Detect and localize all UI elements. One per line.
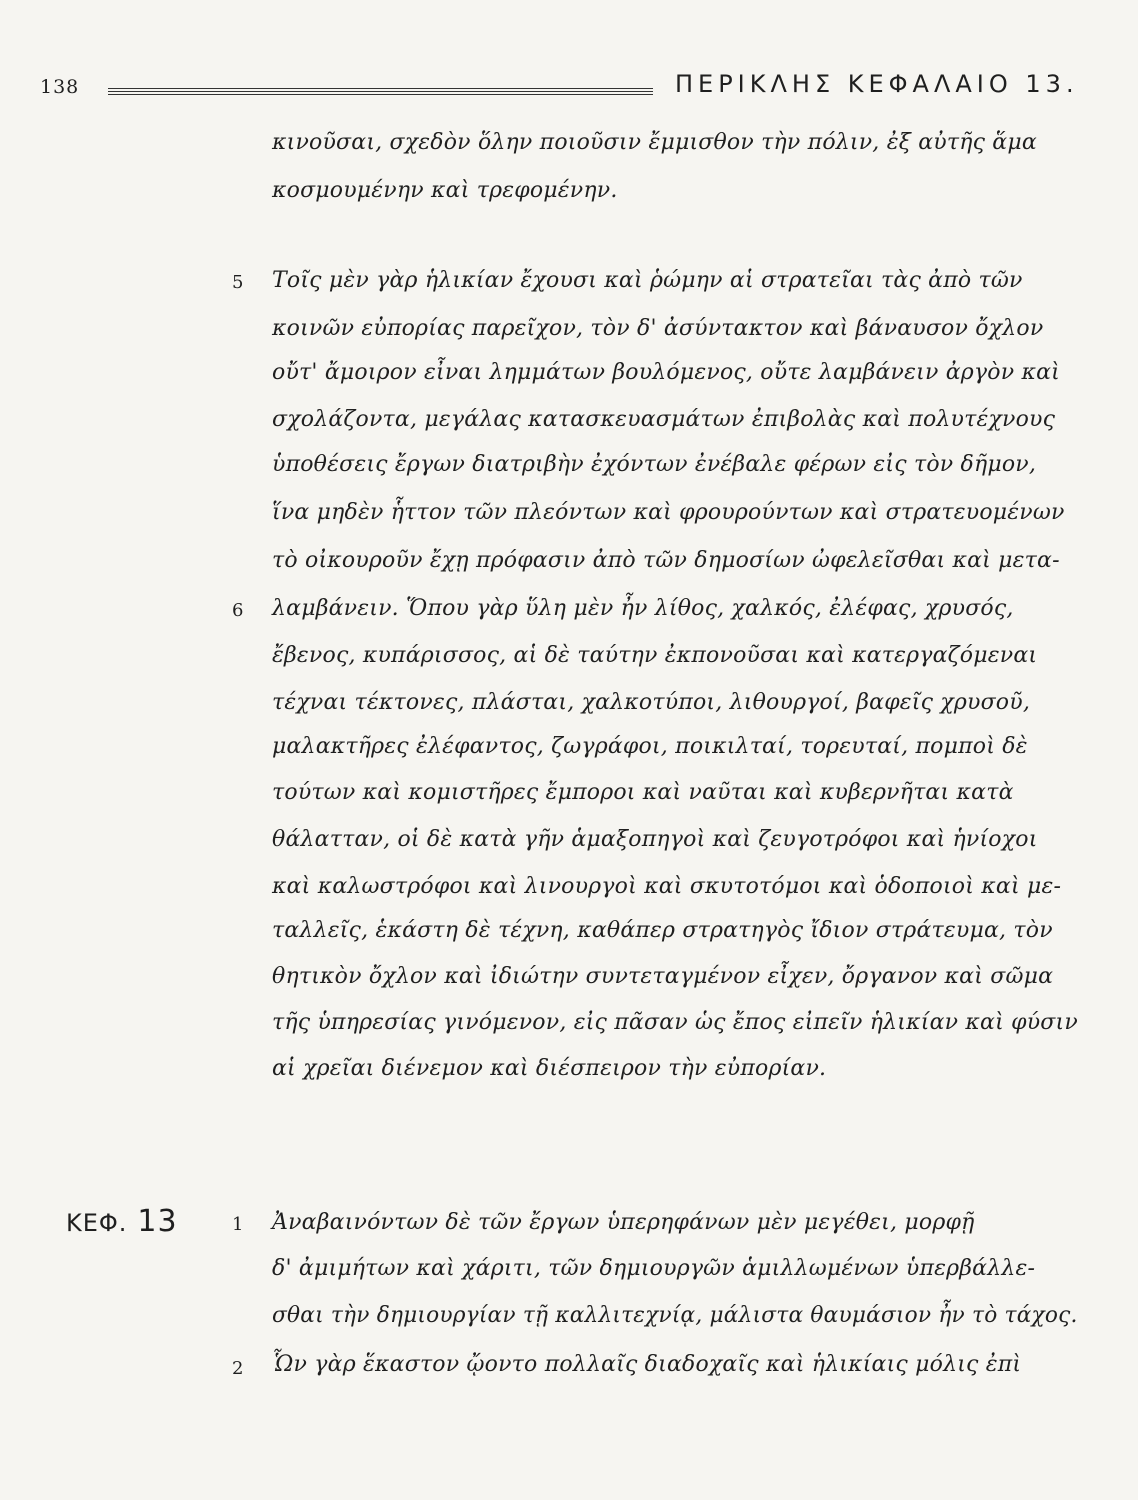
text-line: τέχναι τέκτονες, πλάσται, χαλκοτύποι, λιθουργοί, βαφεῖς χρυσοῦ, <box>272 690 1031 715</box>
text-line: τούτων καὶ κομιστῆρες ἔμποροι καὶ ναῦται καὶ κυβερνῆται κατὰ <box>272 780 1014 805</box>
running-header <box>40 70 1080 110</box>
chapter-number: 13 <box>137 1204 178 1239</box>
text-line: σχολάζοντα, μεγάλας κατασκευασμάτων ἐπιβολὰς καὶ πολυτέχνους <box>272 407 1056 432</box>
text-line: κοσμουμένην καὶ τρεφομένην. <box>272 178 618 203</box>
text-line: δ' ἀμιμήτων καὶ χάριτι, τῶν δημιουργῶν ἁμιλλωμένων ὑπερβάλλε- <box>272 1256 1036 1281</box>
chapter-label: ΚΕΦ. <box>66 1209 128 1237</box>
text-line: θάλατταν, οἱ δὲ κατὰ γῆν ἁμαξοπηγοὶ καὶ ζευγοτρόφοι καὶ ἡνίοχοι <box>272 827 1038 852</box>
text-line: Τοῖς μὲν γὰρ ἡλικίαν ἔχουσι καὶ ῥώμην αἱ στρατεῖαι τὰς ἀπὸ τῶν <box>272 268 1023 293</box>
text-line: Ὧν γὰρ ἕκαστον ᾤοντο πολλαῖς διαδοχαῖς καὶ ἡλικίαις μόλις ἐπὶ <box>272 1352 1022 1377</box>
line-number-1: 1 <box>232 1214 244 1235</box>
line-number-2: 2 <box>232 1358 244 1379</box>
text-line: ἵνα μηδὲν ἧττον τῶν πλεόντων καὶ φρουρούντων καὶ στρατευομένων <box>272 500 1065 525</box>
text-line: κινοῦσαι, σχεδὸν ὅλην ποιοῦσιν ἔμμισθον τὴν πόλιν, ἐξ αὐτῆς ἅμα <box>272 130 1037 155</box>
text-line: ταλλεῖς, ἑκάστη δὲ τέχνη, καθάπερ στρατηγὸς ἴδιον στράτευμα, τὸν <box>272 918 1053 943</box>
text-line: τῆς ὑπηρεσίας γινόμενον, εἰς πᾶσαν ὡς ἔπος εἰπεῖν ἡλικίαν καὶ φύσιν <box>272 1010 1078 1035</box>
running-title: ΠΕΡΙΚΛΗΣ ΚΕΦΑΛΑΙΟ 13. <box>675 70 1079 98</box>
text-line: λαμβάνειν. Ὅπου γὰρ ὕλη μὲν ἦν λίθος, χαλκός, ἐλέφας, χρυσός, <box>272 596 1014 621</box>
text-line: μαλακτῆρες ἐλέφαντος, ζωγράφοι, ποικιλταί, τορευταί, πομποὶ δὲ <box>272 734 1028 759</box>
text-line: τὸ οἰκουροῦν ἔχῃ πρόφασιν ἀπὸ τῶν δημοσίων ὠφελεῖσθαι καὶ μετα- <box>272 548 1060 573</box>
text-line: σθαι τὴν δημιουργίαν τῇ καλλιτεχνίᾳ, μάλιστα θαυμάσιον ἦν τὸ τάχος. <box>272 1303 1078 1328</box>
line-number-5: 5 <box>232 272 244 293</box>
page-number: 138 <box>40 76 80 98</box>
line-number-6: 6 <box>232 600 244 621</box>
text-line: οὔτ' ἄμοιρον εἶναι λημμάτων βουλόμενος, οὔτε λαμβάνειν ἀργὸν καὶ <box>272 360 1060 385</box>
header-rule <box>108 88 653 92</box>
text-line: Ἀναβαινόντων δὲ τῶν ἔργων ὑπερηφάνων μὲν μεγέθει, μορφῇ <box>272 1210 975 1235</box>
text-line: θητικὸν ὄχλον καὶ ἰδιώτην συντεταγμένον εἶχεν, ὄργανον καὶ σῶμα <box>272 964 1054 989</box>
text-line: ὑποθέσεις ἔργων διατριβὴν ἐχόντων ἐνέβαλε φέρων εἰς τὸν δῆμον, <box>272 452 1037 477</box>
text-line: ἔβενος, κυπάρισσος, αἱ δὲ ταύτην ἐκπονοῦσαι καὶ κατεργαζόμεναι <box>272 643 1038 668</box>
text-line: αἱ χρεῖαι διένεμον καὶ διέσπειρον τὴν εὐπορίαν. <box>272 1056 827 1081</box>
text-line: κοινῶν εὐπορίας παρεῖχον, τὸν δ' ἀσύντακτον καὶ βάναυσον ὄχλον <box>272 316 1044 341</box>
text-line: καὶ καλωστρόφοι καὶ λινουργοὶ καὶ σκυτοτόμοι καὶ ὁδοποιοὶ καὶ με- <box>272 874 1062 899</box>
chapter-marker <box>66 1204 178 1239</box>
